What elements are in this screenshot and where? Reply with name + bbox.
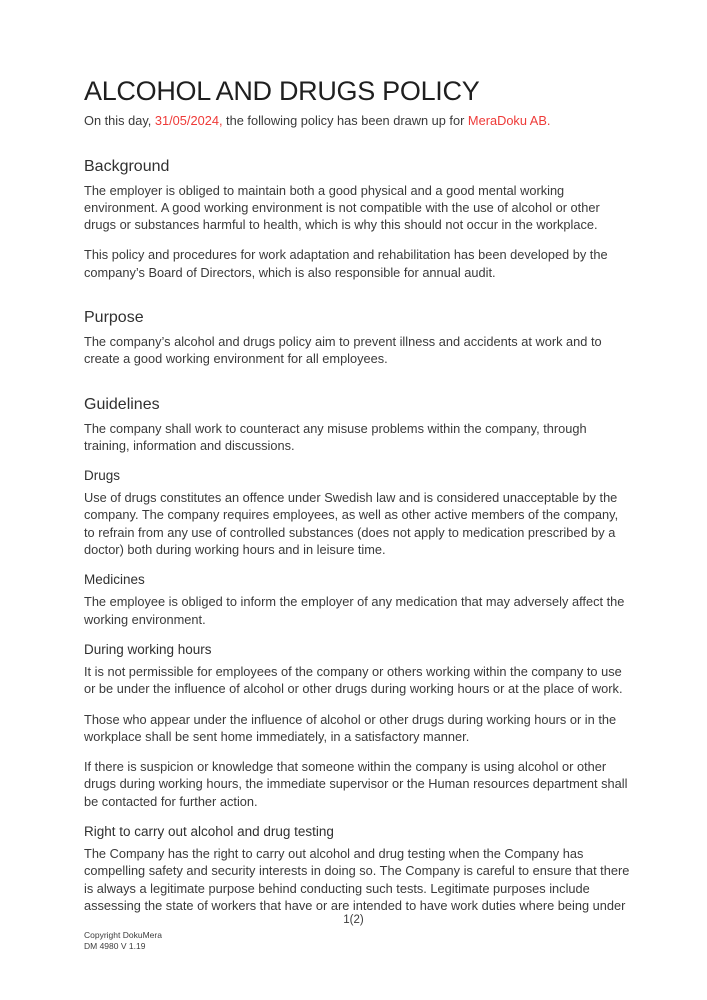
paragraph: Use of drugs constitutes an offence under Swedish law and is considered unacceptable by the company. The company requires employees, as well as other active members of the company, to refrain from any use of controlled substances (does not apply to medication prescribed by a doctor) both during working hours and in leisure time.	[84, 490, 619, 558]
document-version-line: DM 4980 V 1.19	[84, 941, 146, 951]
intro-middle: the following policy has been drawn up for	[222, 113, 468, 128]
copyright-line: Copyright DokuMera	[84, 930, 162, 940]
intro-company-name: MeraDoku AB.	[467, 113, 551, 128]
paragraph: Those who appear under the influence of alcohol or other drugs during working hours or in the workplace shall be sent home immediately, in a satisfactory manner.	[84, 711, 617, 744]
page-number: 1(2)	[343, 914, 364, 926]
subsection-heading-right-to-testing: Right to carry out alcohol and drug testing	[84, 824, 334, 840]
section-heading-guidelines: Guidelines	[84, 395, 160, 413]
paragraph: This policy and procedures for work adaptation and rehabilitation has been developed by the company’s Board of Directors, which is also responsible for annual audit.	[84, 247, 608, 280]
paragraph: The company shall work to counteract any misuse problems within the company, through training, information and discussions.	[84, 420, 587, 453]
paragraph: The employer is obliged to maintain both a good physical and a good mental working environment. A good working environment is not compatible with the use of alcohol or other drugs or substances harmful to health, which is why this should not occur in the workplace.	[84, 182, 600, 233]
paragraph: If there is suspicion or knowledge that someone within the company is using alcohol or other drugs during working hours, the immediate supervisor or the Human resources department shall be contacted for further action.	[84, 759, 628, 809]
intro-prefix: On this day,	[84, 113, 155, 128]
subsection-heading-during-working-hours: During working hours	[84, 641, 212, 657]
document-title: ALCOHOL AND DRUGS POLICY	[84, 76, 480, 106]
subsection-heading-medicines: Medicines	[84, 572, 145, 588]
subsection-heading-drugs: Drugs	[84, 468, 121, 484]
paragraph: The company’s alcohol and drugs policy aim to prevent illness and accidents at work and to create a good working environment for all employees.	[84, 333, 602, 367]
document-content	[84, 0, 631, 927]
paragraph: The employee is obliged to inform the employer of any medication that may adversely affect the working environment.	[84, 594, 625, 627]
paragraph: The Company has the right to carry out alcohol and drug testing when the Company has compelling safety and security interests in doing so. The Company is careful to ensure that there is always a legitimate purpose behind conducting such tests. Legitimate purposes include assessing the state of workers that have or are intended to have work duties where being under	[84, 846, 630, 913]
paragraph: It is not permissible for employees of the company or others working within the company to use or be under the influence of alcohol or other drugs during working hours or at the place of work.	[84, 663, 623, 697]
section-heading-background: Background	[84, 157, 170, 175]
section-heading-purpose: Purpose	[84, 308, 144, 326]
intro-date: 31/05/2024,	[154, 113, 223, 128]
copyright-block	[84, 930, 162, 952]
intro-line	[84, 112, 631, 130]
